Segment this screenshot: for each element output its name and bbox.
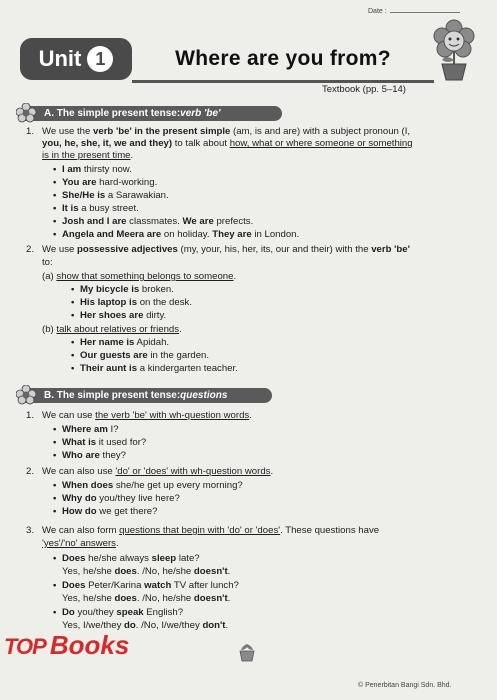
date-line	[390, 6, 460, 13]
text-run: on holiday.	[161, 229, 213, 240]
example-bullet	[80, 297, 192, 309]
text-run: a Sarawakian.	[105, 190, 169, 201]
text-run-bold: Where am	[62, 424, 108, 435]
text-run-bold: do	[124, 620, 136, 631]
item-number: 1.	[26, 410, 35, 421]
text-run-bold: sleep	[151, 553, 177, 564]
text-run: TV after lunch?	[171, 580, 239, 591]
text-run-bold: Angela and Meera are	[62, 229, 162, 240]
text-run: thirsty now.	[81, 164, 132, 175]
example-bullet	[62, 190, 169, 202]
section-a-title: The simple present tense:	[56, 108, 181, 119]
text-run-bold: His laptop is	[80, 297, 138, 308]
example-bullet	[62, 480, 243, 492]
text-run-bold: Why do	[62, 493, 97, 504]
text-run: we get there?	[96, 506, 158, 517]
textbook-reference: Textbook (pp. 5–14)	[322, 84, 406, 95]
text-run: on the desk.	[137, 297, 192, 308]
text-run: . /No, I/we/they	[135, 620, 203, 631]
text-run-bold: does	[114, 593, 137, 604]
text-run-bold: possessive adjectives	[77, 244, 178, 255]
text-run-bold: You are	[62, 177, 97, 188]
text-run-bold: does	[114, 566, 137, 577]
unit-number: 1	[87, 46, 113, 72]
text-run-bold: They are	[212, 229, 252, 240]
example-bullet	[62, 216, 253, 228]
text-run: (am, is and are) with a subject pronoun (I,	[230, 126, 411, 137]
example-bullet	[80, 337, 169, 349]
unit-label: Unit	[38, 46, 82, 71]
text-run: . These questions have	[280, 525, 380, 536]
flower-icon	[16, 385, 36, 405]
text-run: .	[227, 593, 231, 604]
example-bullet	[80, 350, 209, 362]
section-b-title: The simple present tense:	[56, 390, 181, 401]
text-run: a kindergarten teacher.	[137, 363, 238, 374]
text-run-bold: watch	[144, 580, 172, 591]
text-run-bold: She/He is	[62, 190, 106, 201]
text-run-bold: Do	[62, 607, 75, 618]
text-run-bold: Their aunt is	[80, 363, 138, 374]
text-run-bold: don't	[202, 620, 226, 631]
text-run: they?	[99, 450, 126, 461]
example-bullet	[62, 424, 119, 436]
b3-line1	[42, 525, 490, 537]
text-run-bold: you, he, she, it, we and they)	[42, 138, 173, 149]
text-run: prefects.	[213, 216, 254, 227]
text-run: .	[179, 324, 182, 335]
example-bullet	[80, 363, 238, 375]
text-run-underlined: questions that begin with 'do' or 'does'	[119, 525, 281, 536]
text-run-bold: When does	[62, 480, 114, 491]
subitem-a	[42, 271, 236, 283]
text-run-underlined: is in the present time	[42, 150, 131, 161]
section-a-header	[24, 106, 282, 121]
logo-top-text: TOP	[4, 634, 46, 659]
unit-badge	[20, 38, 132, 80]
text-run: (my, your, his, her, its, our and their) with the	[177, 244, 372, 255]
text-run-bold: My bicycle is	[80, 284, 140, 295]
text-run-bold: doesn't	[193, 566, 228, 577]
topbooks-logo	[4, 630, 129, 661]
item-number: 3.	[26, 525, 35, 536]
a1-line2	[42, 138, 482, 150]
example-bullet	[80, 284, 174, 296]
text-run-bold: Josh and I are	[62, 216, 127, 227]
text-run-bold: What is	[62, 437, 97, 448]
copyright-text: © Penerbitan Bangi Sdn. Bhd.	[358, 682, 452, 689]
text-run: Yes, he/she	[62, 566, 115, 577]
section-a-title-italic: verb 'be'	[180, 108, 221, 119]
section-b-letter: B.	[44, 390, 54, 401]
b2-line	[42, 466, 273, 478]
text-run: I?	[107, 424, 119, 435]
text-run: he/she always	[85, 553, 152, 564]
subitem-b	[42, 324, 182, 336]
text-run: in the garden.	[147, 350, 210, 361]
text-run: . /No, he/she	[136, 566, 194, 577]
text-run-bold: Her shoes are	[80, 310, 144, 321]
text-run-underlined: talk about relatives or friends	[56, 324, 180, 335]
example-bullet	[62, 177, 157, 189]
text-run: a busy street.	[78, 203, 139, 214]
item-number: 2.	[26, 244, 35, 255]
example-bullet	[62, 203, 139, 215]
text-run: We use	[42, 244, 78, 255]
text-run: broken.	[139, 284, 174, 295]
text-run: .	[225, 620, 229, 631]
text-run: to talk about	[172, 138, 230, 149]
text-run: We use the	[42, 126, 94, 137]
a1-line1	[42, 126, 482, 138]
date-field	[368, 6, 460, 15]
page-title: Where are you from?	[132, 38, 434, 83]
text-run: .	[270, 466, 274, 477]
text-run: Peter/Karina	[85, 580, 145, 591]
example-bullet	[62, 164, 132, 176]
text-run: .	[130, 150, 134, 161]
text-run-bold: verb 'be' in the present simple	[93, 126, 231, 137]
section-b-title-italic: questions	[180, 390, 228, 401]
text-run: classmates.	[126, 216, 183, 227]
date-label: Date :	[368, 8, 387, 15]
text-run-bold: Does	[62, 553, 86, 564]
text-run: she/he get up every morning?	[113, 480, 243, 491]
question-bullet	[62, 553, 200, 565]
text-run-bold: speak	[116, 607, 144, 618]
b3-line2	[42, 538, 119, 550]
text-run-underlined: the verb 'be' with wh-question words	[95, 410, 250, 421]
subitem-label: (a)	[42, 271, 54, 282]
text-run-bold: Our guests are	[80, 350, 148, 361]
text-run-bold: Her name is	[80, 337, 135, 348]
text-run: it used for?	[96, 437, 147, 448]
text-run-bold: verb 'be'	[371, 244, 410, 255]
text-run-bold: It is	[62, 203, 79, 214]
example-bullet	[62, 450, 126, 462]
item-number: 1.	[26, 126, 35, 137]
b1-line	[42, 410, 252, 422]
logo-books-text: Books	[49, 630, 130, 660]
text-run-bold: How do	[62, 506, 97, 517]
example-bullet	[62, 437, 146, 449]
example-bullet	[62, 506, 157, 518]
text-run: hard-working.	[96, 177, 158, 188]
example-bullet	[80, 310, 166, 322]
text-run: We can also use	[42, 466, 116, 477]
text-run: you/they live here?	[96, 493, 180, 504]
text-run-bold: doesn't	[193, 593, 228, 604]
section-a-letter: A.	[44, 108, 54, 119]
example-bullet	[62, 493, 180, 505]
text-run: Yes, I/we/they	[62, 620, 125, 631]
text-run: .	[115, 538, 119, 549]
answer-line	[62, 566, 230, 578]
text-run-bold: Does	[62, 580, 86, 591]
answer-line	[62, 593, 230, 605]
a1-line3	[42, 150, 133, 162]
text-run: We can also form	[42, 525, 120, 536]
text-run-underlined: 'do' or 'does' with wh-question words	[115, 466, 271, 477]
question-bullet	[62, 607, 183, 619]
text-run: We can use	[42, 410, 96, 421]
text-run: Apidah.	[134, 337, 170, 348]
text-run: Yes, he/she	[62, 593, 115, 604]
text-run: English?	[143, 607, 184, 618]
a2-line2: to:	[42, 257, 53, 268]
text-run-bold: We are	[182, 216, 214, 227]
text-run-underlined: show that something belongs to someone	[56, 271, 234, 282]
flower-pot-icon	[430, 18, 478, 82]
text-run: dirty.	[143, 310, 167, 321]
text-run: in London.	[251, 229, 300, 240]
example-bullet	[62, 229, 299, 241]
plant-pot-icon	[236, 642, 258, 662]
text-run: .	[249, 410, 252, 421]
text-run: you/they	[74, 607, 117, 618]
flower-icon	[16, 103, 36, 123]
item-number: 2.	[26, 466, 35, 477]
text-run: late?	[176, 553, 200, 564]
text-run: .	[227, 566, 231, 577]
text-run: . /No, he/she	[136, 593, 194, 604]
subitem-label: (b)	[42, 324, 54, 335]
text-run: .	[233, 271, 237, 282]
question-bullet	[62, 580, 239, 592]
text-run-bold: Who are	[62, 450, 100, 461]
a2-line1	[42, 244, 487, 256]
text-run-underlined: how, what or where someone or something	[229, 138, 413, 149]
section-b-header	[24, 388, 272, 403]
text-run-bold: I am	[62, 164, 82, 175]
text-run-underlined: 'yes'/'no' answers	[42, 538, 116, 549]
